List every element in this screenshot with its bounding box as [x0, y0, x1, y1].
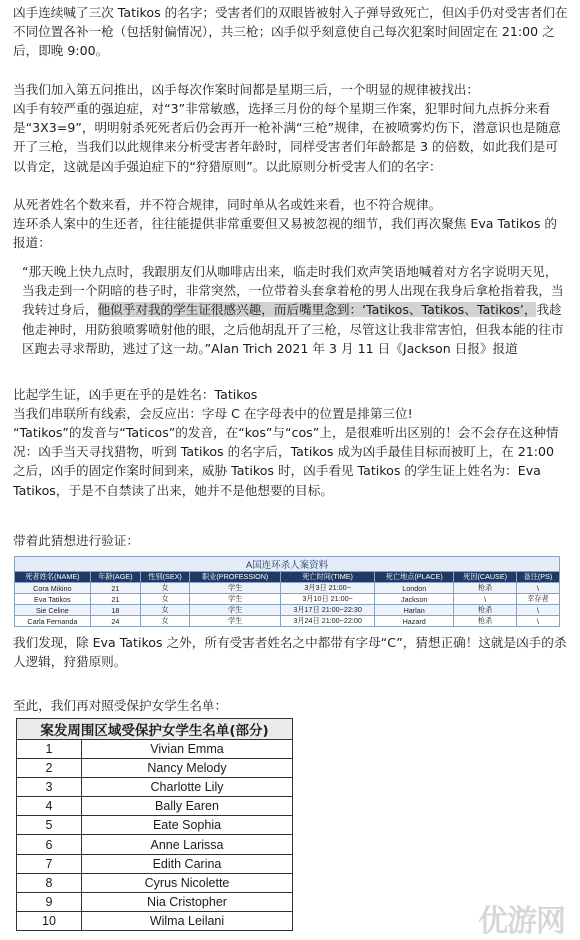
student-number: 9 [17, 892, 82, 911]
case-table-cell: 枪杀 [454, 605, 516, 616]
case-table-cell: 学生 [190, 616, 281, 627]
student-name: Bally Earen [82, 797, 293, 816]
case-table-cell: \ [516, 616, 559, 627]
paragraph-name-count: 从死者姓名个数来看，并不符合规律，同时单从名或姓来看，也不符合规律。 [13, 197, 442, 212]
student-table-row [17, 778, 293, 797]
case-table-cell: Sie Celine [15, 605, 91, 616]
paragraph-name-focus: 比起学生证，凶手更在乎的是姓名：Tatikos [13, 387, 258, 402]
student-number: 3 [17, 778, 82, 797]
case-header-name: 死者姓名(NAME) [15, 572, 91, 583]
case-table-cell: Hazard [375, 616, 454, 627]
case-table-cell: Eva Tatikos [15, 594, 91, 605]
case-table-title: A国连环杀人案资料 [15, 557, 560, 572]
case-table-cell: London [375, 583, 454, 594]
student-name: Nia Cristopher [82, 892, 293, 911]
student-number: 5 [17, 816, 82, 835]
student-number: 8 [17, 873, 82, 892]
paragraph-pronunciation: “Tatikos”的发音与“Taticos”的发音，在“kos”与“cos”上，是很难听出区别的！会不会存在这种情况：凶手当天寻找猎物，听到 Tatikos 的名字后，Tatikos 成为凶手最佳目标而被盯上，在 21:00 之后，凶手的固定作案时间到来，威胁 Tatikos 时，凶手看见 Tatikos 的学生证上姓名为：Eva Tatikos，于是不自禁读了出来，她并不是他想要的目标。 [13, 425, 559, 498]
student-table-row [17, 797, 293, 816]
student-table-row [17, 835, 293, 854]
case-table-cell: 女 [140, 583, 189, 594]
paragraph-shooting-pattern: 凶手连续喊了三次 Tatikos 的名字；受害者们的双眼皆被射入子弹导致死亡，但凶手仍对受害者们在不同位置各补一枪（包括射偏情况），共三枪；凶手似乎刻意使自己每次犯案时间固定在 21:00 之后，即晚 9:00。 [13, 5, 568, 59]
student-table-row [17, 892, 293, 911]
case-table-cell: 学生 [190, 605, 281, 616]
case-table-cell: 枪杀 [454, 616, 516, 627]
case-table-cell: Carla Fernanda [15, 616, 91, 627]
case-table-header-row [15, 572, 560, 583]
paragraph-conclusion: 我们发现，除 Eva Tatikos 之外，所有受害者姓名之中都带有字母“C”，猜想正确！这就是凶手的杀人逻辑，狩猎原则。 [13, 635, 567, 670]
student-name: Anne Larissa [82, 835, 293, 854]
student-name: Edith Carina [82, 854, 293, 873]
case-table-cell: 18 [90, 605, 140, 616]
student-table-row [17, 816, 293, 835]
student-number: 6 [17, 835, 82, 854]
paragraph-letter-c: 当我们串联所有线索，会反应出：字母 C 在字母表中的位置是排第三位! [13, 406, 413, 421]
case-table-cell: 3月10日 21:00~ [281, 594, 375, 605]
case-table-row [15, 594, 560, 605]
student-name: Vivian Emma [82, 740, 293, 759]
paragraph-survivor: 连环杀人案中的生还者，往往能提供非常重要但又易被忽视的细节，我们再次聚焦 Eva Tatikos 的报道： [13, 216, 557, 251]
case-table-cell: \ [516, 605, 559, 616]
case-table-cell: 21 [90, 594, 140, 605]
student-number: 2 [17, 759, 82, 778]
student-name: Charlotte Lily [82, 778, 293, 797]
case-table-row [15, 616, 560, 627]
case-header-place: 死亡地点(PLACE) [375, 572, 454, 583]
student-table-row [17, 873, 293, 892]
case-header-profession: 职业(PROFESSION) [190, 572, 281, 583]
case-table-row [15, 605, 560, 616]
case-table-cell: 女 [140, 605, 189, 616]
student-name: Nancy Melody [82, 759, 293, 778]
case-table [14, 556, 560, 627]
case-table-cell: \ [454, 594, 516, 605]
case-header-age: 年龄(AGE) [90, 572, 140, 583]
case-header-ps: 备注(PS) [516, 572, 559, 583]
case-table-cell: Jackson [375, 594, 454, 605]
quote-text-start: “那天晚上快九点时，我跟朋友们从咖啡店出来，临走时我们欢声笑语地喊着对方名字说明天见，当我走到一个阴暗的巷子时，非常突然，一位带着头套拿着枪的男人出现在我身后拿枪指着我，当我转过身后， [22, 264, 564, 318]
student-name: Cyrus Nicolette [82, 873, 293, 892]
case-table-cell: 枪杀 [454, 583, 516, 594]
paragraph-obsession-three: 凶手有较严重的强迫症，对“3”非常敏感，选择三月份的每个星期三作案，犯罪时间九点拆分来看是“3X3=9”，明明射杀死死者后仍会再开一枪补满“三枪”规律，在被喷雾灼伤下，潜意识也是随意开了三枪，当我们以此规律来分析受害者年龄时，同样受害者们年龄都是 3 的倍数，如此我们是可以肯定，这就是凶手强迫症下的“狩猎原则”。以此原则分析受害人们的名字： [13, 101, 561, 174]
student-name: Wilma Leilani [82, 911, 293, 930]
case-table-cell: Cora Mikino [15, 583, 91, 594]
paragraph-student-list-intro: 至此，我们再对照受保护女学生名单： [13, 698, 228, 713]
case-header-sex: 性别(SEX) [140, 572, 189, 583]
student-table [16, 718, 293, 931]
case-table-cell: \ [516, 583, 559, 594]
paragraph-wednesday-rule: 当我们加入第五问推出，凶手每次作案时间都是星期三后，一个明显的规律被找出： [13, 82, 479, 97]
student-table-row [17, 740, 293, 759]
paragraph-verify: 带着此猜想进行验证： [13, 533, 139, 548]
case-header-cause: 死因(CAUSE) [454, 572, 516, 583]
student-table-row [17, 854, 293, 873]
case-table-cell: 3月17日 21:00~22:30 [281, 605, 375, 616]
quote-text-end: 我趁他走神时，用防狼喷雾喷射他的眼，之后他胡乱开了三枪，尽管这让我非常害怕，但我本能的往市区跑去寻求帮助，逃过了这一劫。”Alan Trich 2021 年 3 月 11 日《Jackson 日报》报道 [22, 302, 564, 356]
case-table-cell: 女 [140, 594, 189, 605]
watermark-logo: 优游网 [478, 904, 565, 939]
survivor-quote [22, 262, 567, 358]
student-table-row [17, 759, 293, 778]
case-header-time: 死亡时间(TIME) [281, 572, 375, 583]
case-table-cell: 幸存者 [516, 594, 559, 605]
case-table-cell: 3月24日 21:00~22:00 [281, 616, 375, 627]
case-table-cell: 3月3日 21:00~ [281, 583, 375, 594]
case-table-cell: 学生 [190, 594, 281, 605]
case-table-row [15, 583, 560, 594]
case-table-cell: 24 [90, 616, 140, 627]
case-table-cell: 21 [90, 583, 140, 594]
student-number: 7 [17, 854, 82, 873]
quote-highlight: 他似乎对我的学生证很感兴趣，而后嘴里念到：‘Tatikos、Tatikos、Tatikos’， [97, 302, 537, 318]
student-table-title: 案发周围区域受保护女学生名单(部分) [17, 719, 293, 740]
student-number: 1 [17, 740, 82, 759]
case-table-cell: Harlan [375, 605, 454, 616]
student-number: 4 [17, 797, 82, 816]
student-number: 10 [17, 911, 82, 930]
student-name: Eate Sophia [82, 816, 293, 835]
case-table-cell: 女 [140, 616, 189, 627]
student-table-row [17, 911, 293, 930]
case-table-cell: 学生 [190, 583, 281, 594]
